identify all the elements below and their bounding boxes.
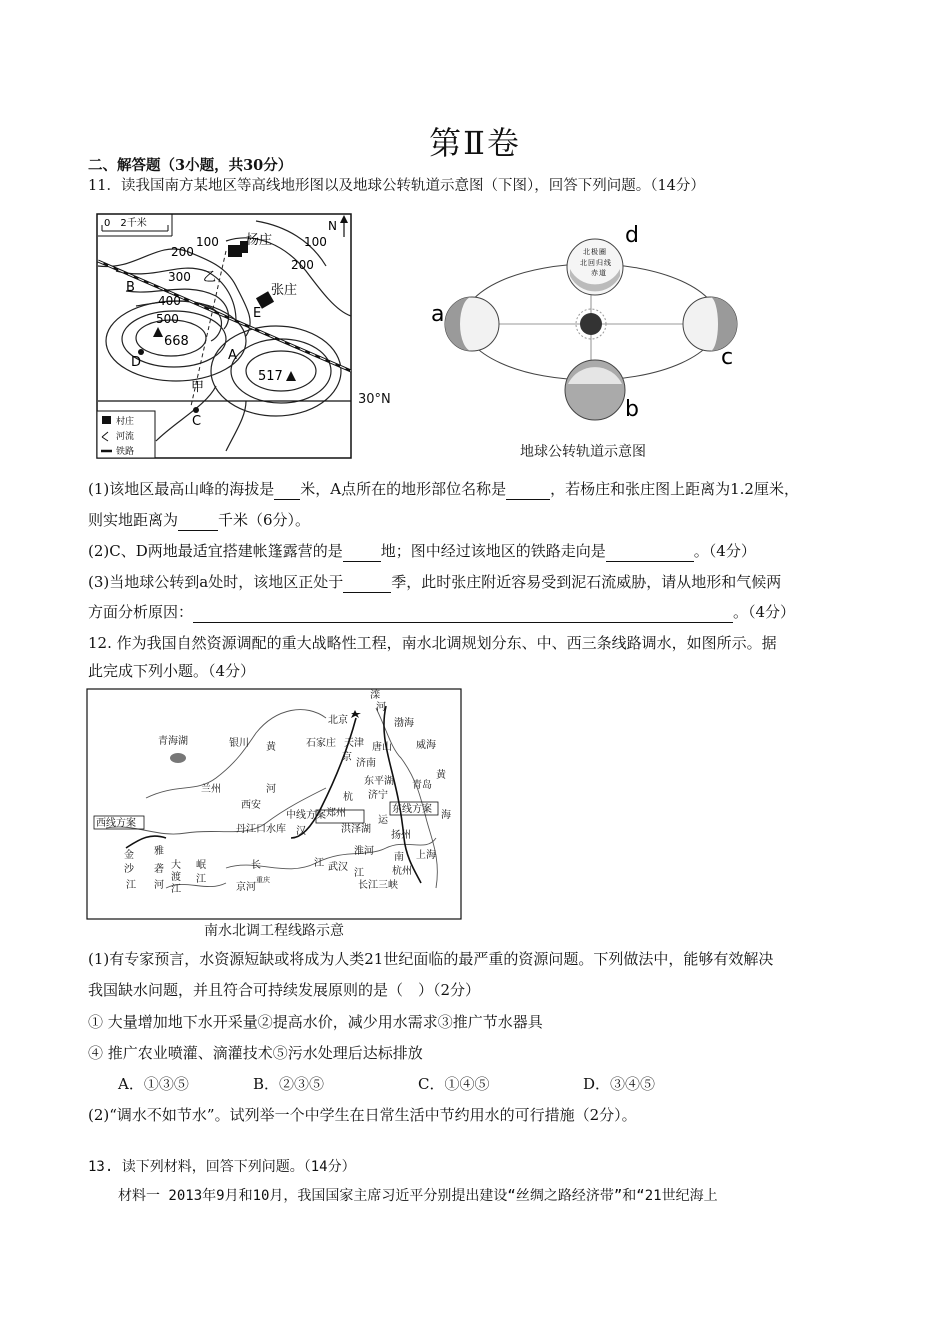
- contour-label: 300: [168, 270, 191, 284]
- position-b-label: b: [625, 397, 639, 422]
- svg-text:天津: 天津: [344, 738, 364, 749]
- svg-text:砻: 砻: [154, 864, 164, 875]
- svg-text:圈: 圈: [599, 248, 606, 256]
- q11-part3-line1: (3)当地球公转到a处时，该地区正处于 季，此时张庄附近容易受到泥石流威胁，请从地形和气候两: [88, 573, 782, 591]
- svg-text:长江三峡: 长江三峡: [358, 880, 398, 891]
- q11-part1-line2: 则实地距离为 千米（6分）。: [88, 511, 311, 529]
- svg-text:江: 江: [196, 874, 206, 885]
- point-label: 甲: [191, 380, 205, 395]
- orbit-caption: 地球公转轨道示意图: [520, 444, 646, 460]
- latitude-label: 30°N: [358, 392, 391, 407]
- contour-label: 200: [291, 258, 314, 272]
- position-c-label: c: [721, 345, 734, 370]
- svg-text:洪泽湖: 洪泽湖: [341, 824, 371, 835]
- q12-part2: (2)“调水不如节水”。试列举一个中学生在日常生活中节约用水的可行措施（2分）。: [88, 1106, 637, 1124]
- q11-part3-line2: 方面分析原因： 。（4分）: [88, 603, 796, 621]
- svg-text:重庆: 重庆: [256, 876, 270, 884]
- svg-text:京: 京: [342, 752, 352, 763]
- svg-text:北: 北: [580, 259, 587, 267]
- option-d: D．③④⑤: [583, 1075, 656, 1093]
- svg-text:中线方案: 中线方案: [286, 810, 326, 821]
- contour-label: 100: [196, 235, 219, 249]
- svg-text:河: 河: [154, 880, 164, 891]
- page-title: 第Ⅱ卷: [429, 124, 521, 162]
- point-label: 乙: [203, 270, 217, 285]
- svg-text:回: 回: [588, 259, 595, 267]
- svg-text:雅: 雅: [154, 846, 164, 857]
- qinghai-lake: [170, 753, 186, 763]
- svg-text:西安: 西安: [241, 800, 261, 811]
- north-label: N: [328, 219, 337, 233]
- svg-text:兰州: 兰州: [201, 784, 221, 795]
- svg-text:海: 海: [441, 810, 451, 821]
- svg-text:杭州: 杭州: [392, 866, 412, 877]
- q13-stem: 13. 读下列材料，回答下列问题。（14分）: [88, 1159, 356, 1175]
- peak-label: 668: [164, 334, 189, 349]
- svg-text:金: 金: [124, 850, 134, 861]
- legend-village: 村庄: [116, 417, 135, 427]
- svg-text:赤: 赤: [591, 269, 598, 277]
- svg-text:江: 江: [126, 880, 136, 891]
- svg-text:济宁: 济宁: [368, 790, 388, 801]
- scale-label: 0 2千米: [104, 218, 147, 229]
- svg-text:河: 河: [266, 784, 276, 795]
- point-label: D: [131, 355, 142, 370]
- svg-text:大: 大: [171, 860, 181, 871]
- water-transfer-map: [86, 688, 462, 920]
- orbit-diagram: [425, 214, 765, 464]
- svg-text:北: 北: [583, 248, 590, 256]
- map-caption: 南水北调工程线路示意: [204, 923, 344, 939]
- svg-text:归: 归: [596, 259, 603, 267]
- sun-icon: [580, 313, 602, 335]
- q12-part1-line4: ④ 推广农业喷灌、滴灌技术⑤污水处理后达标排放: [88, 1044, 423, 1062]
- position-a-label: a: [431, 302, 445, 327]
- section-heading: 二、解答题（3小题，共30分）: [88, 157, 293, 174]
- svg-text:银川: 银川: [229, 738, 249, 749]
- q12-stem-line1: 12. 作为我国自然资源调配的重大战略性工程，南水北调规划分东、中、西三条线路调水，如图所示。据: [88, 634, 777, 652]
- svg-text:沙: 沙: [124, 864, 134, 875]
- option-c: C．①④⑤: [418, 1075, 490, 1093]
- svg-text:济南: 济南: [356, 758, 376, 769]
- q11-part2: (2)C、D两地最适宜搭建帐篷露营的是 地；图中经过该地区的铁路走向是 。（4分）: [88, 542, 756, 560]
- svg-text:黄: 黄: [436, 770, 446, 781]
- position-d-label: d: [625, 223, 639, 248]
- contour-label: 100: [304, 235, 327, 249]
- svg-text:青海湖: 青海湖: [158, 736, 188, 747]
- topographic-map: [96, 211, 356, 461]
- svg-text:道: 道: [599, 269, 606, 277]
- svg-text:河: 河: [376, 702, 386, 713]
- svg-text:渡: 渡: [171, 872, 181, 883]
- q13-material1: 材料一 2013年9月和10月，我国国家主席习近平分别提出建设“丝绸之路经济带”和“21世纪海上: [118, 1188, 718, 1204]
- svg-text:青岛: 青岛: [412, 780, 432, 791]
- q11-stem: 11．读我国南方某地区等高线地形图以及地球公转轨道示意图（下图），回答下列问题。（14分）: [88, 178, 705, 194]
- svg-text:唐山: 唐山: [372, 742, 392, 753]
- contour-label: 400: [158, 294, 181, 308]
- svg-text:江: 江: [314, 858, 324, 869]
- q11-part1-line1: (1)该地区最高山峰的海拔是 米，A点所在的地形部位名称是 ，若杨庄和张庄图上距离为1.2厘米，: [88, 480, 799, 498]
- q12-part1-line3: ① 大量增加地下水开采量②提高水价，减少用水需求③推广节水器具: [88, 1013, 543, 1031]
- point-label: C: [192, 414, 202, 429]
- contour-label: 200: [171, 245, 194, 259]
- svg-text:渤海: 渤海: [394, 718, 414, 729]
- svg-text:运: 运: [378, 815, 388, 826]
- point-label: E: [253, 306, 262, 321]
- svg-text:京河: 京河: [236, 882, 256, 893]
- village-label: 杨庄: [246, 233, 273, 248]
- svg-text:线: 线: [604, 259, 611, 267]
- q12-part1-line1: (1)有专家预言，水资源短缺或将成为人类21世纪面临的最严重的资源问题。下列做法中，能够有效解决: [88, 950, 774, 968]
- svg-text:江: 江: [171, 884, 181, 895]
- svg-text:黄: 黄: [266, 742, 276, 753]
- legend-railway: 铁路: [116, 447, 135, 457]
- svg-text:杭: 杭: [343, 792, 353, 803]
- point-c-dot: [193, 407, 199, 413]
- svg-text:郑州: 郑州: [326, 808, 346, 819]
- svg-text:极: 极: [591, 248, 598, 256]
- svg-text:汉: 汉: [296, 826, 306, 837]
- svg-text:扬州: 扬州: [391, 830, 411, 841]
- svg-text:武汉: 武汉: [328, 862, 348, 873]
- point-label: B: [126, 280, 135, 295]
- svg-text:东平湖: 东平湖: [364, 776, 394, 787]
- svg-text:南: 南: [394, 852, 404, 863]
- svg-text:东线方案: 东线方案: [392, 804, 432, 815]
- peak-label: 517: [258, 369, 283, 384]
- svg-text:威海: 威海: [416, 740, 436, 751]
- svg-text:淮河: 淮河: [354, 846, 374, 857]
- svg-text:西线方案: 西线方案: [96, 818, 136, 829]
- q12-part1-line2: 我国缺水问题，并且符合可持续发展原则的是（ ）（2分）: [88, 981, 481, 999]
- svg-text:滦: 滦: [370, 690, 380, 701]
- point-d-dot: [138, 349, 144, 355]
- legend-river: 河流: [116, 432, 135, 442]
- svg-text:岷: 岷: [196, 860, 206, 871]
- svg-text:石家庄: 石家庄: [306, 738, 336, 749]
- q12-stem-line2: 此完成下列小题。（4分）: [88, 662, 256, 680]
- svg-text:北京: 北京: [328, 715, 348, 726]
- option-b: B．②③⑤: [253, 1075, 325, 1093]
- svg-text:丹江口水库: 丹江口水库: [236, 824, 286, 835]
- point-label: A: [228, 348, 237, 363]
- contour-label: 500: [156, 312, 179, 326]
- svg-text:上海: 上海: [416, 850, 436, 861]
- village-label: 张庄: [271, 283, 298, 298]
- option-a: A．①③⑤: [118, 1075, 189, 1093]
- svg-text:长: 长: [251, 860, 261, 871]
- svg-text:江: 江: [354, 868, 364, 879]
